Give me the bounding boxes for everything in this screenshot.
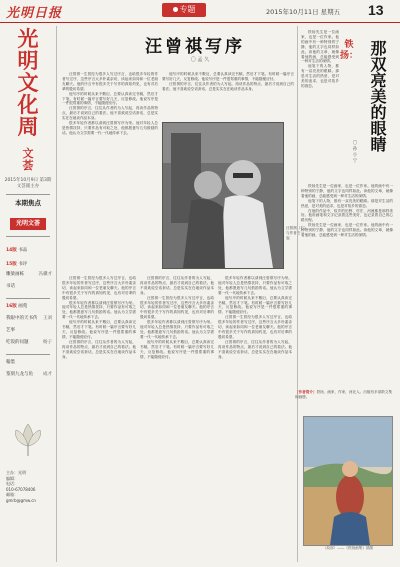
feature-prefix: 铁扬： bbox=[340, 40, 359, 61]
dateline: 2015年10月11日 星期五 bbox=[266, 8, 341, 16]
paragraph: 他写序的时候从来不敷衍，总要认真读完书稿，然后才下笔。有时候一篇序言要写好几天，反复修改。他说写序是一件很郑重的事情，不能随便应付。 bbox=[218, 295, 292, 315]
toc-item[interactable] bbox=[6, 360, 52, 366]
article-column bbox=[162, 72, 294, 120]
toc-item[interactable] bbox=[6, 340, 52, 346]
toc-item[interactable] bbox=[6, 304, 52, 310]
feature-painting bbox=[303, 416, 393, 546]
article-column bbox=[62, 276, 136, 556]
article-column bbox=[140, 276, 214, 556]
toc-title: 吃饭的问题 bbox=[6, 340, 29, 345]
paragraph: 他写序的时候从来不敷衍，总要认真读完书稿，然后才下笔。有时候一篇序言要写好几天，反复修改。他说写序是一件很郑重的事情，不能随便应付。 bbox=[140, 339, 214, 359]
author-note bbox=[295, 390, 393, 400]
toc-author: 成才 bbox=[43, 372, 52, 377]
divider bbox=[6, 354, 50, 355]
toc-item[interactable] bbox=[6, 248, 52, 254]
brand-char: 光 bbox=[17, 26, 39, 51]
paragraph: 很多年轻作者都以请到汪曾祺写序为荣。他对年轻人总是热情扶持，只要作品有可取之处，他都愿意写几句鼓励的话。他认为文学需要一代一代地传承下去。 bbox=[218, 276, 292, 295]
paragraph: 他笔下的人物，都有一双亮美的眼睛。那是对生活的热爱，是对美的追求，也是对故乡的眷恋。 bbox=[301, 198, 393, 208]
brand-sub-char: 文 bbox=[22, 147, 34, 160]
paragraph: 很多年轻作者都以请到汪曾祺写序为荣。他对年轻人总是热情扶持，只要作品有可取之处，他都愿意写几句鼓励的话。他认为文学需要一代一代地传承下去。 bbox=[62, 121, 158, 135]
lotus-illustration bbox=[8, 418, 48, 458]
focus-badge: 光明文荟 bbox=[10, 218, 46, 230]
toc-title: 雕梁画栋 bbox=[6, 272, 24, 277]
toc-page: 16版 bbox=[6, 304, 17, 309]
note-text: 铁扬，画家、作家，河北人。出版有多部散文集和画册。 bbox=[295, 390, 393, 399]
paragraph: 汪曾祺一生曾经为很多人写过序言，也给很多年轻的作者写过序，这些序言大多朴素亲切，读起来如同和一位老朋友聊天。他的序言中有很多关于写作的真知灼见，也有对后辈的殷切希望。 bbox=[62, 72, 158, 91]
brand-char: 化 bbox=[17, 92, 39, 117]
column-divider bbox=[297, 26, 298, 562]
column-divider bbox=[56, 26, 57, 562]
section-label: 专题 bbox=[179, 5, 196, 14]
paragraph: 很多年轻作者都以请到汪曾祺写序为荣。他对年轻人总是热情扶持，只要作品有可取之处，他都愿意写几句鼓励的话。他认为文学需要一代一代地传承下去。 bbox=[140, 320, 214, 339]
contact-line: 主办：光明 bbox=[6, 470, 26, 475]
toc-author: 王刘 bbox=[43, 316, 52, 321]
newspaper-logo: 光明日报 bbox=[6, 6, 63, 21]
brand-sub-char: 荟 bbox=[22, 159, 34, 172]
article-byline: 〇 孟 久 bbox=[190, 57, 210, 63]
contact-info bbox=[6, 470, 52, 503]
divider bbox=[6, 236, 50, 237]
paragraph: 很多年轻作者都以请到汪曾祺写序为荣。他对年轻人总是热情扶持，只要作品有可取之处，他都愿意写几句鼓励的话。他认为文学需要一代一代地传承下去。 bbox=[62, 300, 136, 320]
lotus-icon bbox=[16, 424, 41, 456]
toc-page: 14版 bbox=[6, 248, 17, 253]
feature-title-text: 那双亮美的眼睛 bbox=[368, 40, 387, 152]
issue-line: 文荟副主办 bbox=[16, 184, 40, 189]
paragraph: 铁扬先生是一位画家，也是一位作家。他的画中有一种特别的宁静，他的文字也同样如此。读他的文章，就像看他的画，总能感受到一种对生活的深情。 bbox=[301, 30, 339, 64]
paragraph: 汪曾祺的序言，往往从作者的为人写起，再谈作品的特点，最后才说到自己的看法。他不喜欢说空话套话，总是实实在在地谈作品本身。 bbox=[62, 106, 158, 121]
issue-line: 2015年10月9日 第3期 bbox=[4, 178, 52, 183]
toc-title: 艺事 bbox=[6, 328, 15, 333]
brand-char: 周 bbox=[17, 114, 39, 139]
toc-title: 书话 bbox=[6, 284, 15, 289]
brand-char: 文 bbox=[17, 70, 39, 95]
contact-line: 邮箱： bbox=[6, 492, 18, 497]
divider bbox=[6, 194, 50, 195]
toc-item[interactable] bbox=[6, 262, 52, 268]
toc-title: 书评 bbox=[18, 262, 28, 267]
toc-item[interactable] bbox=[6, 372, 52, 378]
paragraph: 汪曾祺的序言，往往从作者的为人写起，再谈作品的特点，最后才说到自己的看法。他不喜欢说空话套话，总是实实在在地谈作品本身。 bbox=[162, 81, 294, 91]
paragraph: 汪曾祺一生曾经为很多人写过序言，也给很多年轻的作者写过序，这些序言大多朴素亲切，读起来如同和一位老朋友聊天。他的序言中有很多关于写作的真知灼见，也有对后辈的殷切希望。 bbox=[62, 276, 136, 300]
paragraph: 汪曾祺一生曾经为很多人写过序言，也给很多年轻的作者写过序，这些序言大多朴素亲切，读起来如同和一位老朋友聊天。他的序言中有很多关于写作的真知灼见，也有对后辈的殷切希望。 bbox=[140, 295, 214, 320]
feature-author: 〇 孙 小 宁 bbox=[352, 140, 357, 163]
divider bbox=[6, 298, 50, 299]
brand-subtitle bbox=[16, 148, 40, 172]
paragraph: 汪曾祺的序言，往往从作者的为人写起，再谈作品的特点，最后才说到自己的看法。他不喜欢说空话套话，总是实实在在地谈作品本身。 bbox=[62, 339, 136, 359]
toc-item[interactable] bbox=[6, 328, 52, 334]
feature-title bbox=[360, 40, 394, 152]
section-badge bbox=[162, 3, 206, 17]
brand-title bbox=[4, 28, 52, 138]
page-number: 13 bbox=[368, 2, 384, 18]
toc-title: 我眼中的天书传 bbox=[6, 316, 38, 321]
brand-char: 明 bbox=[17, 48, 39, 73]
toc-page: 15版 bbox=[6, 262, 17, 267]
toc-title: 篆刻九龙与鱼 bbox=[6, 372, 33, 377]
article-title: 汪曾祺写序 bbox=[145, 37, 245, 57]
paragraph: 汪曾祺一生曾经为很多人写过序言，也给很多年轻的作者写过序，这些序言大多朴素亲切，读起来如同和一位老朋友聊天。他的序言中有很多关于写作的真知灼见，也有对后辈的殷切希望。 bbox=[218, 315, 292, 339]
note-title: 〔作者简介〕 bbox=[295, 390, 317, 394]
paragraph: 他笔下的人物，都有一双亮美的眼睛。那是对生活的热爱，是对美的追求，也是对故乡的眷恋。 bbox=[301, 64, 339, 88]
toc-item[interactable] bbox=[6, 272, 52, 278]
paragraph: 在他的作品中，故乡的田野、村庄、河流都是那样美好。他用画笔和文字记录着这些美好，也记录着自己的心路历程。 bbox=[301, 208, 393, 223]
photo-graphic bbox=[163, 123, 283, 268]
article-column bbox=[218, 276, 292, 556]
paragraph: 铁扬先生是一位画家，也是一位作家。他的画中有一种特别的宁静，他的文字也同样如此。读他的文章，就像看他的画，总能感受到一种对生活的深情。 bbox=[301, 184, 393, 198]
issue-info bbox=[4, 178, 52, 190]
paragraph: 他写序的时候从来不敷衍，总要认真读完书稿，然后才下笔。有时候一篇序言要写好几天，反复修改。他说写序是一件很郑重的事情，不能随便应付。 bbox=[62, 91, 158, 106]
feature-column bbox=[301, 184, 393, 384]
contact-line: 编辑： bbox=[6, 475, 18, 481]
photo-caption: 汪曾祺（右）与作者在一起 bbox=[286, 226, 306, 240]
toc-title: 书品 bbox=[18, 248, 28, 253]
painting-graphic bbox=[304, 417, 392, 545]
toc-author: 杨子 bbox=[43, 340, 52, 345]
contact-line: gmrb@gmw.cn bbox=[6, 497, 36, 503]
paragraph: 他写序的时候从来不敷衍，总要认真读完书稿，然后才下笔。有时候一篇序言要写好几天，反复修改。他说写序是一件很郑重的事情，不能随便应付。 bbox=[162, 72, 294, 81]
article-photo bbox=[162, 122, 284, 269]
toc-title: 翰墨 bbox=[6, 360, 15, 365]
focus-label: 本期焦点 bbox=[15, 199, 41, 207]
feature-column bbox=[301, 30, 339, 180]
contact-line: 010-67078406 bbox=[6, 486, 36, 492]
dot-icon bbox=[173, 7, 178, 12]
toc-item[interactable] bbox=[6, 284, 52, 290]
painting-caption: （局部）——《铁扬画集》插图 bbox=[322, 546, 374, 550]
paragraph: 铁扬先生是一位画家，也是一位作家。他的画中有一种特别的宁静，他的文字也同样如此。读他的文章，就像看他的画，总能感受到一种对生活的深情。 bbox=[301, 223, 393, 238]
article-column bbox=[62, 72, 158, 272]
paragraph: 汪曾祺的序言，往往从作者的为人写起，再谈作品的特点，最后才说到自己的看法。他不喜欢说空话套话，总是实实在在地谈作品本身。 bbox=[140, 276, 214, 295]
toc-author: 冯骥才 bbox=[38, 272, 52, 277]
contact-line: 电话： bbox=[6, 481, 18, 486]
paragraph: 他写序的时候从来不敷衍，总要认真读完书稿，然后才下笔。有时候一篇序言要写好几天，反复修改。他说写序是一件很郑重的事情，不能随便应付。 bbox=[62, 320, 136, 339]
toc-title: 画苑 bbox=[18, 304, 28, 309]
paragraph: 汪曾祺的序言，往往从作者的为人写起，再谈作品的特点，最后才说到自己的看法。他不喜欢说空话套话，总是实实在在地谈作品本身。 bbox=[218, 339, 292, 359]
toc-item[interactable] bbox=[6, 316, 52, 322]
